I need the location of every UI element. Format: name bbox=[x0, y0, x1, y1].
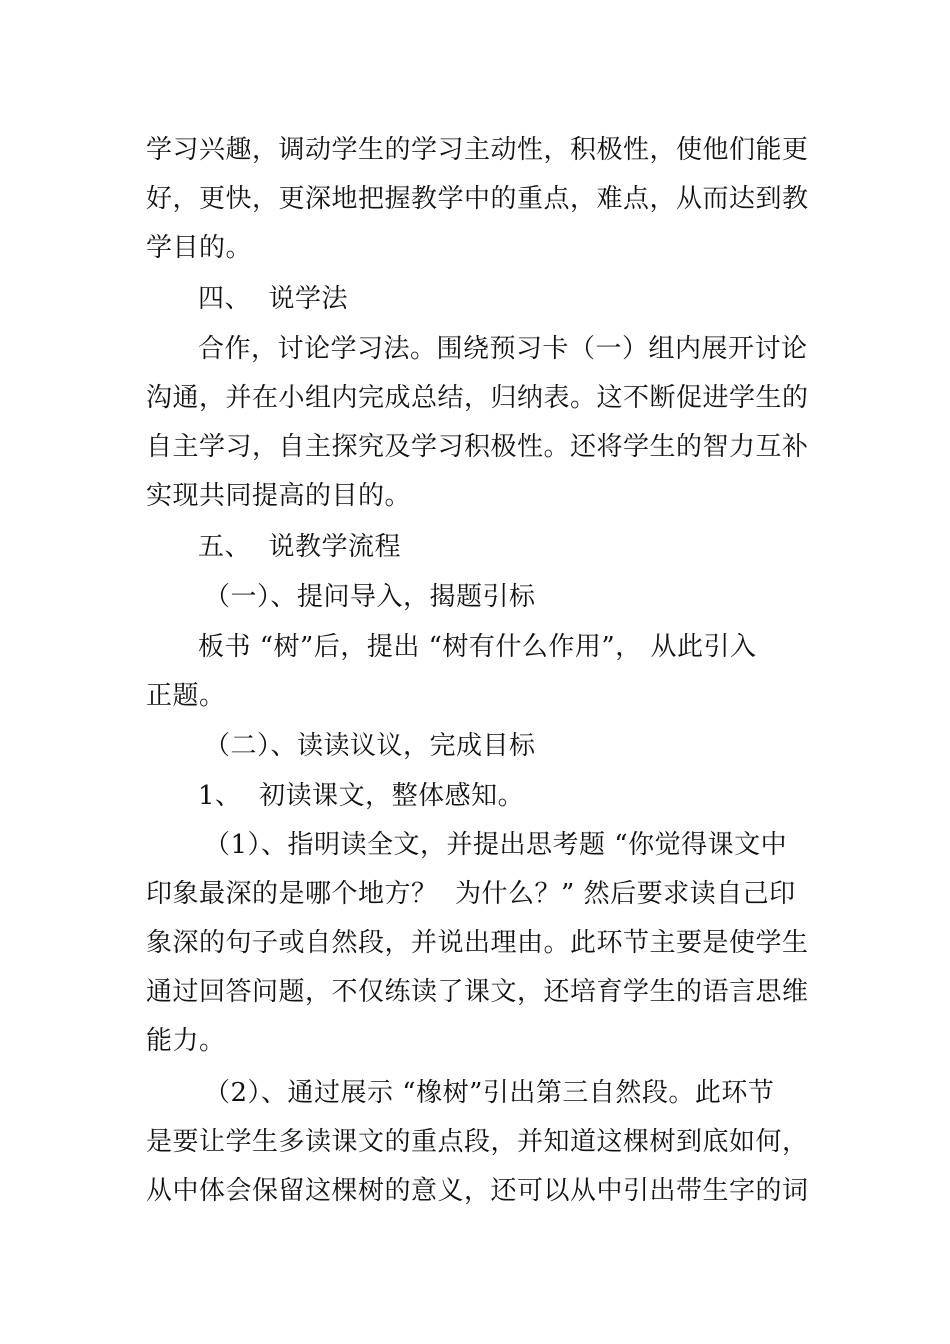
paragraph-line: （1）、指明读全文，并提出思考题 “你觉得课文中 bbox=[204, 830, 788, 860]
paragraph-line: 是要让学生多读课文的重点段，并知道这棵树到底如何， bbox=[146, 1127, 809, 1157]
paragraph-line: 印象最深的是哪个地方？ 为什么？” 然后要求读自己印 bbox=[146, 879, 796, 909]
subsection-heading-2: （二）、读读议议，完成目标 bbox=[204, 731, 536, 761]
paragraph-line: 合作，讨论学习法。围绕预习卡（一）组内展开讨论 bbox=[198, 334, 808, 364]
section-heading-4: 四、 说学法 bbox=[198, 284, 349, 314]
paragraph-line: 实现共同提高的目的。 bbox=[146, 481, 412, 511]
paragraph-line: 沟通，并在小组内完成总结，归纳表。这不断促进学生的 bbox=[146, 383, 809, 413]
paragraph-line: 象深的句子或自然段，并说出理由。此环节主要是使学生 bbox=[146, 928, 809, 958]
paragraph-line: （2）、通过展示 “橡树”引出第三自然段。此环节 bbox=[204, 1078, 775, 1108]
paragraph-line: 能力。 bbox=[146, 1026, 226, 1056]
paragraph-line: 自主学习，自主探究及学习积极性。还将学生的智力互补 bbox=[146, 432, 809, 462]
paragraph-line: 板书 “树”后，提出 “树有什么作用”， 从此引入 bbox=[198, 632, 757, 662]
paragraph-line: 学习兴趣，调动学生的学习主动性，积极性，使他们能更 bbox=[146, 135, 809, 165]
list-item-heading: 1、 初读课文，整体感知。 bbox=[198, 781, 525, 811]
paragraph-line: 好，更快，更深地把握教学中的重点，难点，从而达到教 bbox=[146, 184, 809, 214]
section-heading-5: 五、 说教学流程 bbox=[198, 532, 402, 562]
paragraph-line: 正题。 bbox=[146, 681, 226, 711]
paragraph-line: 学目的。 bbox=[146, 233, 253, 263]
paragraph-line: 从中体会保留这棵树的意义，还可以从中引出带生字的词 bbox=[146, 1176, 809, 1206]
subsection-heading-1: （一）、提问导入，揭题引标 bbox=[204, 582, 536, 612]
paragraph-line: 通过回答问题，不仅练读了课文，还培育学生的语言思维 bbox=[146, 977, 809, 1007]
